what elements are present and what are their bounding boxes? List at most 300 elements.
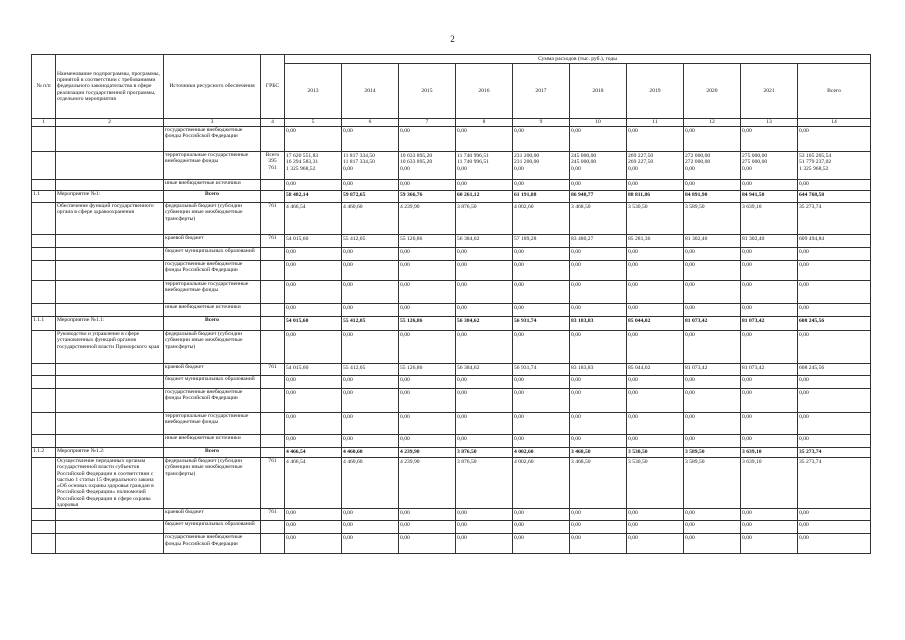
row-value: 4 460,60: [342, 203, 399, 235]
row-value: 0,00: [285, 127, 342, 152]
row-total: 608 245,56: [798, 364, 871, 376]
row-total: 0,00: [798, 389, 871, 413]
row-value: 0,00: [399, 413, 456, 435]
row-value: 0,00: [513, 509, 570, 521]
row-value: 0,00: [741, 389, 798, 413]
row-value: 0,00: [342, 435, 399, 448]
row-value: 0,00: [684, 389, 741, 413]
row-value: 0,00: [570, 413, 627, 435]
row-grbs: [261, 389, 285, 413]
row-grbs: [261, 435, 285, 448]
row-value: 55 412,05: [342, 317, 399, 331]
row-number: [32, 261, 56, 281]
row-value: 0,00: [285, 376, 342, 389]
row-value: 4 002,60: [513, 448, 570, 458]
header-year: 2015: [399, 64, 456, 119]
row-name: Обеспечение функций государственного органа в сфере здравоохранения: [56, 203, 164, 235]
row-value: 58 482,14: [285, 191, 342, 203]
row-value: 0,00: [399, 534, 456, 554]
row-value: 0,00: [285, 509, 342, 521]
column-index: 12: [684, 119, 741, 127]
header-name: Наименование подпрограммы, программы, принятой в соответствии с требованиями федерального законодательства в сфере реализации государственной программы, отдельного мероприятия: [56, 55, 164, 119]
row-value: 0,00: [456, 127, 513, 152]
table-row: [32, 281, 871, 304]
row-total: 0,00: [798, 127, 871, 152]
row-value: 0,00: [741, 331, 798, 364]
row-value: 0,00: [741, 376, 798, 389]
row-value: 0,00: [342, 509, 399, 521]
row-value: 0,00: [456, 248, 513, 261]
table-row: [32, 304, 871, 317]
budget-table: [31, 54, 871, 554]
row-grbs: [261, 248, 285, 261]
row-total: 0,00: [798, 521, 871, 534]
row-name: [56, 248, 164, 261]
page-number: 2: [450, 34, 455, 44]
row-source: государственные внебюджетные фонды Российской Федерации: [164, 389, 261, 413]
row-grbs: [261, 127, 285, 152]
row-grbs: 761: [261, 235, 285, 248]
row-value: 81 073,42: [684, 317, 741, 331]
row-total: 0,00: [798, 509, 871, 521]
header-source: Источники ресурсного обеспечения: [164, 55, 261, 119]
row-source: территориальные государственные внебюджетные фонды: [164, 413, 261, 435]
row-value: 4 460,60: [342, 458, 399, 509]
row-name: [56, 152, 164, 180]
table-row: [32, 458, 871, 509]
row-grbs: Всего 395 761: [261, 152, 285, 180]
row-value: 0,00: [285, 281, 342, 304]
row-value: 0,00: [684, 376, 741, 389]
row-value: 0,00: [684, 281, 741, 304]
row-value: 56 384,62: [456, 364, 513, 376]
row-number: [32, 376, 56, 389]
column-index: 10: [570, 119, 627, 127]
row-value: 56 931,74: [513, 364, 570, 376]
row-number: [32, 281, 56, 304]
table-row: [32, 521, 871, 534]
row-grbs: 761: [261, 203, 285, 235]
header-grbs: ГРБС: [261, 55, 285, 119]
row-value: 0,00: [627, 534, 684, 554]
row-value: 0,00: [684, 304, 741, 317]
row-value: 0,00: [627, 331, 684, 364]
header-year: Всего: [798, 64, 871, 119]
row-value: 3 468,50: [570, 203, 627, 235]
row-value: 0,00: [684, 413, 741, 435]
row-value: 0,00: [513, 435, 570, 448]
row-name: [56, 127, 164, 152]
row-name: [56, 281, 164, 304]
row-value: 0,00: [570, 304, 627, 317]
row-value: 0,00: [627, 261, 684, 281]
row-total: 0,00: [798, 261, 871, 281]
row-value: 0,00: [570, 248, 627, 261]
row-total: 609 494,84: [798, 235, 871, 248]
row-value: 0,00: [741, 248, 798, 261]
row-total: 53 105 205,54 51 779 237,02 1 325 968,52: [798, 152, 871, 180]
row-total: 0,00: [798, 304, 871, 317]
row-value: 0,00: [342, 389, 399, 413]
row-grbs: [261, 448, 285, 458]
header-year: 2016: [456, 64, 513, 119]
row-value: 0,00: [342, 261, 399, 281]
row-value: 84 891,90: [684, 191, 741, 203]
row-value: 59 872,65: [342, 191, 399, 203]
row-value: 269 227,50 269 227,50 0,00: [627, 152, 684, 180]
row-grbs: [261, 413, 285, 435]
row-number: [32, 458, 56, 509]
row-value: 0,00: [627, 509, 684, 521]
row-source: краевой бюджет: [164, 364, 261, 376]
row-value: 272 000,00 272 000,00 0,00: [684, 152, 741, 180]
row-name: [56, 235, 164, 248]
column-index: 6: [342, 119, 399, 127]
row-value: 4 239,90: [399, 203, 456, 235]
row-name: Руководство и управление в сфере установленных функций органов государственной власти Приморского края: [56, 331, 164, 364]
row-value: 0,00: [741, 127, 798, 152]
table-row: [32, 435, 871, 448]
row-name: [56, 304, 164, 317]
column-index: 1: [32, 119, 56, 127]
row-value: 3 589,50: [684, 458, 741, 509]
row-value: 4 002,60: [513, 458, 570, 509]
row-source: государственные внебюджетные фонды Российской Федерации: [164, 261, 261, 281]
row-value: 0,00: [627, 435, 684, 448]
row-value: 55 126,86: [399, 317, 456, 331]
row-number: [32, 534, 56, 554]
column-index: 5: [285, 119, 342, 127]
row-value: 0,00: [399, 389, 456, 413]
column-index: 13: [741, 119, 798, 127]
row-value: 0,00: [285, 389, 342, 413]
row-value: 59 366,76: [399, 191, 456, 203]
row-value: 85 044,02: [627, 364, 684, 376]
row-value: 0,00: [342, 304, 399, 317]
row-value: 0,00: [513, 521, 570, 534]
row-value: 81 302,40: [684, 235, 741, 248]
row-value: 0,00: [456, 180, 513, 191]
row-source: иные внебюджетные источники: [164, 435, 261, 448]
row-value: 0,00: [399, 376, 456, 389]
row-value: 0,00: [285, 248, 342, 261]
header-year: 2021: [741, 64, 798, 119]
row-value: 0,00: [399, 248, 456, 261]
row-source: федеральный бюджет (субсидии субвенции иные межбюджетные трансферты): [164, 203, 261, 235]
row-value: 0,00: [285, 534, 342, 554]
row-value: 0,00: [456, 281, 513, 304]
row-number: 1.1: [32, 191, 56, 203]
row-total: 644 768,58: [798, 191, 871, 203]
row-value: 0,00: [342, 248, 399, 261]
row-grbs: [261, 261, 285, 281]
row-value: 0,00: [570, 376, 627, 389]
row-value: 3 876,50: [456, 458, 513, 509]
row-value: 4 466,54: [285, 203, 342, 235]
row-value: 0,00: [513, 127, 570, 152]
row-value: 3 468,50: [570, 458, 627, 509]
column-index: 7: [399, 119, 456, 127]
row-source: государственные внебюджетные фонды Российской Федерации: [164, 534, 261, 554]
row-value: 0,00: [456, 331, 513, 364]
row-value: 0,00: [627, 127, 684, 152]
row-value: 85 281,36: [627, 235, 684, 248]
table-row: [32, 248, 871, 261]
row-name: [56, 180, 164, 191]
row-grbs: [261, 521, 285, 534]
row-source: Всего: [164, 191, 261, 203]
row-total: 0,00: [798, 376, 871, 389]
row-value: 0,00: [570, 281, 627, 304]
row-number: 1.1.2: [32, 448, 56, 458]
row-source: бюджет муниципальных образований: [164, 376, 261, 389]
row-number: [32, 152, 56, 180]
row-grbs: [261, 191, 285, 203]
row-value: 84 941,50: [741, 191, 798, 203]
header-year: 2019: [627, 64, 684, 119]
row-number: [32, 331, 56, 364]
row-value: 3 530,50: [627, 458, 684, 509]
row-source: Всего: [164, 448, 261, 458]
row-total: 0,00: [798, 435, 871, 448]
row-value: 81 302,40: [741, 235, 798, 248]
row-value: 54 015,60: [285, 317, 342, 331]
row-value: 0,00: [684, 127, 741, 152]
row-source: иные внебюджетные источники: [164, 304, 261, 317]
row-name: [56, 509, 164, 521]
row-value: 55 412,05: [342, 364, 399, 376]
row-value: 17 620 551,83 16 294 583,31 1 325 968,52: [285, 152, 342, 180]
row-value: 0,00: [570, 509, 627, 521]
row-value: 0,00: [513, 281, 570, 304]
row-total: 0,00: [798, 281, 871, 304]
column-index: 2: [56, 119, 164, 127]
row-value: 0,00: [342, 281, 399, 304]
table-row: [32, 180, 871, 191]
row-value: 83 480,27: [570, 235, 627, 248]
row-grbs: [261, 534, 285, 554]
row-name: [56, 261, 164, 281]
row-value: 56 384,62: [456, 317, 513, 331]
row-value: 0,00: [285, 413, 342, 435]
row-grbs: [261, 281, 285, 304]
row-total: 0,00: [798, 331, 871, 364]
table-row: [32, 235, 871, 248]
row-value: 0,00: [684, 248, 741, 261]
row-name: [56, 413, 164, 435]
row-value: 4 002,60: [513, 203, 570, 235]
header-year: 2020: [684, 64, 741, 119]
row-value: 0,00: [342, 180, 399, 191]
row-value: 0,00: [627, 413, 684, 435]
row-value: 0,00: [399, 180, 456, 191]
row-name: Осуществление переданных органам государственной власти субъектов Российской Федерации в соответствии с частью 1 статьи 15 Федерального закона «Об основах охраны здоровья граждан в Российской Федерации» полномочий Российской Федерации в сфере охраны здоровья: [56, 458, 164, 509]
row-value: 85 044,02: [627, 317, 684, 331]
row-value: 4 239,90: [399, 448, 456, 458]
table-row: [32, 509, 871, 521]
row-grbs: 761: [261, 364, 285, 376]
row-value: 54 015,60: [285, 364, 342, 376]
row-source: иные внебюджетные источники: [164, 180, 261, 191]
row-grbs: [261, 180, 285, 191]
row-number: [32, 235, 56, 248]
row-number: [32, 435, 56, 448]
row-value: 55 412,05: [342, 235, 399, 248]
row-source: государственные внебюджетные фонды Российской Федерации: [164, 127, 261, 152]
row-value: 0,00: [285, 261, 342, 281]
row-number: [32, 248, 56, 261]
row-value: 0,00: [342, 413, 399, 435]
row-value: 83 183,83: [570, 317, 627, 331]
row-value: 81 073,42: [684, 364, 741, 376]
header-year: 2017: [513, 64, 570, 119]
row-number: 1.1.1: [32, 317, 56, 331]
row-value: 0,00: [513, 534, 570, 554]
row-value: 0,00: [456, 509, 513, 521]
table-row: [32, 152, 871, 180]
row-value: 57 189,28: [513, 235, 570, 248]
row-value: 0,00: [285, 304, 342, 317]
row-source: бюджет муниципальных образований: [164, 248, 261, 261]
row-value: 0,00: [399, 261, 456, 281]
row-value: 56 931,74: [513, 317, 570, 331]
row-total: 0,00: [798, 534, 871, 554]
row-value: 0,00: [570, 331, 627, 364]
row-value: 0,00: [741, 413, 798, 435]
row-value: 54 015,60: [285, 235, 342, 248]
row-value: 0,00: [570, 521, 627, 534]
column-index: 4: [261, 119, 285, 127]
row-source: Всего: [164, 317, 261, 331]
column-index: 14: [798, 119, 871, 127]
row-value: 0,00: [570, 180, 627, 191]
row-value: 55 126,86: [399, 235, 456, 248]
row-value: 0,00: [342, 331, 399, 364]
table-row: [32, 448, 871, 458]
row-number: [32, 304, 56, 317]
row-total: 35 273,74: [798, 458, 871, 509]
row-value: 3 876,50: [456, 203, 513, 235]
row-value: 0,00: [342, 521, 399, 534]
header-sum-group: Сумма расходов (тыс. руб.), годы: [285, 55, 871, 64]
table-row: [32, 413, 871, 435]
row-value: 60 261,12: [456, 191, 513, 203]
row-value: 0,00: [627, 304, 684, 317]
row-value: 0,00: [684, 521, 741, 534]
row-value: 0,00: [513, 261, 570, 281]
row-total: 0,00: [798, 413, 871, 435]
row-value: 0,00: [285, 521, 342, 534]
row-value: 56 384,62: [456, 235, 513, 248]
row-value: 55 126,86: [399, 364, 456, 376]
row-value: 0,00: [342, 534, 399, 554]
row-value: 3 530,50: [627, 448, 684, 458]
row-name: Мероприятие №1.2:: [56, 448, 164, 458]
row-value: 0,00: [684, 261, 741, 281]
row-value: 0,00: [513, 413, 570, 435]
row-value: 0,00: [741, 521, 798, 534]
table-row: [32, 364, 871, 376]
column-index: 9: [513, 119, 570, 127]
row-value: 0,00: [513, 331, 570, 364]
row-value: 11 817 334,50 11 817 334,50 0,00: [342, 152, 399, 180]
row-value: 3 639,10: [741, 458, 798, 509]
row-number: [32, 509, 56, 521]
row-number: [32, 389, 56, 413]
row-value: 0,00: [570, 534, 627, 554]
row-source: краевой бюджет: [164, 509, 261, 521]
row-value: 0,00: [399, 304, 456, 317]
row-value: 0,00: [456, 435, 513, 448]
row-value: 0,00: [399, 521, 456, 534]
row-value: 81 073,42: [741, 317, 798, 331]
row-value: 0,00: [627, 521, 684, 534]
table-row: [32, 317, 871, 331]
row-value: 0,00: [570, 261, 627, 281]
header-num: № п/п: [32, 55, 56, 119]
table-row: [32, 376, 871, 389]
row-value: 0,00: [513, 304, 570, 317]
table-row: [32, 534, 871, 554]
row-name: [56, 521, 164, 534]
row-value: 0,00: [741, 304, 798, 317]
row-value: 0,00: [456, 521, 513, 534]
header-year: 2013: [285, 64, 342, 119]
row-value: 0,00: [513, 248, 570, 261]
row-grbs: [261, 376, 285, 389]
row-value: 0,00: [627, 376, 684, 389]
row-value: 0,00: [399, 127, 456, 152]
row-value: 4 239,90: [399, 458, 456, 509]
row-value: 0,00: [342, 127, 399, 152]
row-name: [56, 376, 164, 389]
row-source: бюджет муниципальных образований: [164, 521, 261, 534]
row-value: 4 466,54: [285, 448, 342, 458]
row-value: 88 811,86: [627, 191, 684, 203]
row-value: 0,00: [399, 331, 456, 364]
table-row: [32, 389, 871, 413]
row-value: 61 191,88: [513, 191, 570, 203]
row-name: Мероприятие №1.1:: [56, 317, 164, 331]
row-value: 3 639,10: [741, 448, 798, 458]
row-value: 3 639,10: [741, 203, 798, 235]
row-total: 0,00: [798, 180, 871, 191]
row-grbs: 761: [261, 458, 285, 509]
row-value: 0,00: [285, 435, 342, 448]
table-row: [32, 191, 871, 203]
row-value: 0,00: [570, 127, 627, 152]
row-number: [32, 364, 56, 376]
row-value: 0,00: [684, 180, 741, 191]
row-value: 0,00: [741, 180, 798, 191]
row-value: 0,00: [342, 376, 399, 389]
row-value: 0,00: [741, 509, 798, 521]
header-year: 2018: [570, 64, 627, 119]
row-value: 0,00: [399, 435, 456, 448]
row-total: 608 245,56: [798, 317, 871, 331]
row-value: 231 200,00 231 200,00 0,00: [513, 152, 570, 180]
row-value: 0,00: [627, 180, 684, 191]
header-year: 2014: [342, 64, 399, 119]
row-value: 0,00: [627, 248, 684, 261]
row-value: 0,00: [456, 304, 513, 317]
row-source: территориальные государственные внебюджетные фонды: [164, 152, 261, 180]
column-index: 8: [456, 119, 513, 127]
row-value: 245 000,00 245 000,00 0,00: [570, 152, 627, 180]
row-total: 0,00: [798, 248, 871, 261]
row-value: 0,00: [399, 281, 456, 304]
row-value: 0,00: [684, 534, 741, 554]
